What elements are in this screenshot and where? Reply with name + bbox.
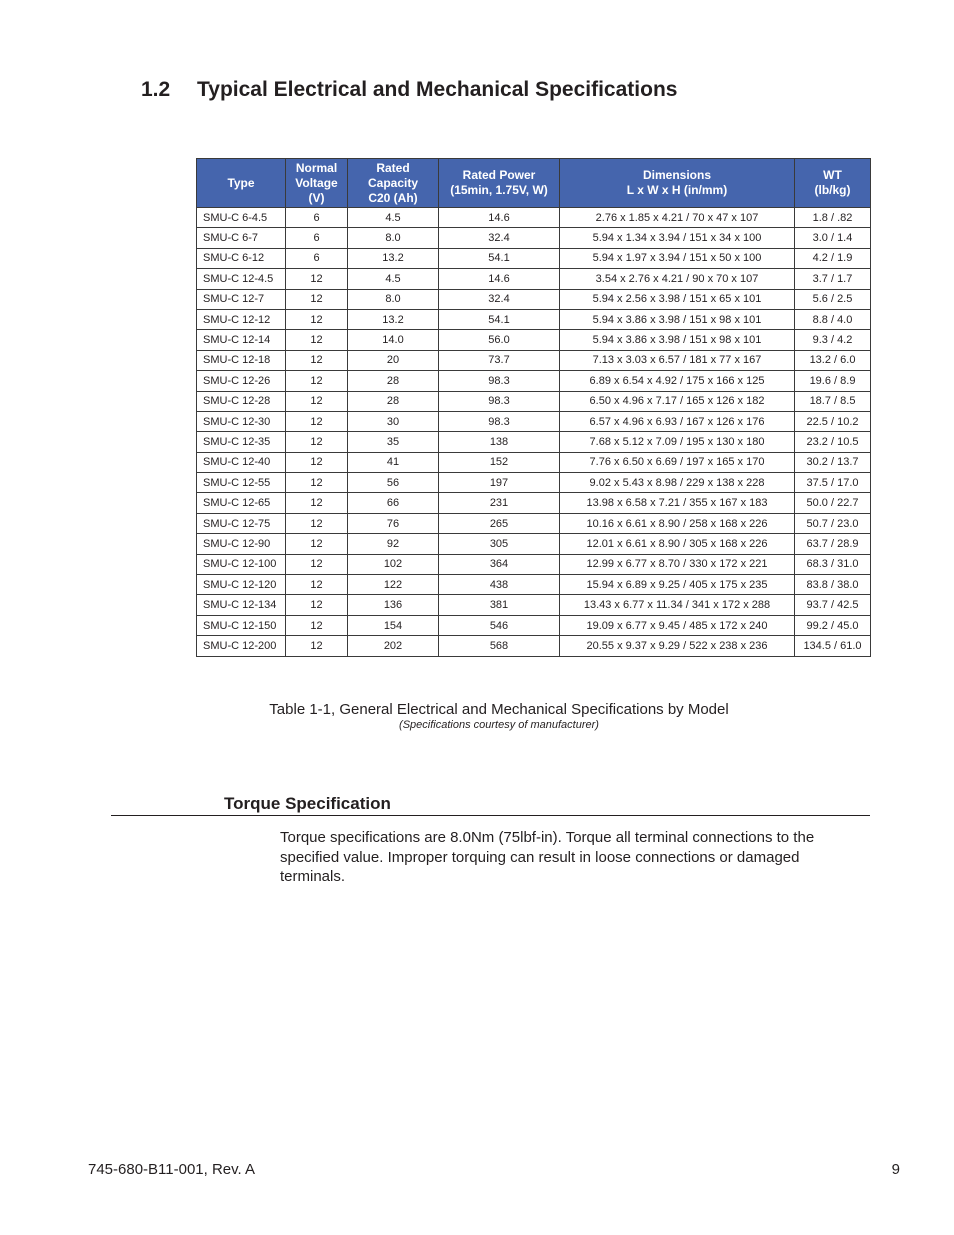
dimensions-cell: 5.94 x 3.86 x 3.98 / 151 x 98 x 101 bbox=[560, 309, 795, 329]
weight-cell: 13.2 / 6.0 bbox=[795, 350, 871, 370]
table-row bbox=[197, 554, 871, 574]
weight-cell: 18.7 / 8.5 bbox=[795, 391, 871, 411]
table-row bbox=[197, 330, 871, 350]
voltage-cell: 12 bbox=[286, 493, 348, 513]
table-row bbox=[197, 595, 871, 615]
dimensions-cell: 13.98 x 6.58 x 7.21 / 355 x 167 x 183 bbox=[560, 493, 795, 513]
voltage-cell: 12 bbox=[286, 636, 348, 656]
section-title: Typical Electrical and Mechanical Specifications bbox=[197, 78, 678, 101]
power-cell: 32.4 bbox=[439, 228, 560, 248]
table-body bbox=[197, 208, 871, 657]
power-cell: 14.6 bbox=[439, 269, 560, 289]
voltage-cell: 12 bbox=[286, 411, 348, 431]
type-cell: SMU-C 12-134 bbox=[197, 595, 286, 615]
type-cell: SMU-C 12-90 bbox=[197, 534, 286, 554]
voltage-cell: 12 bbox=[286, 350, 348, 370]
table-row bbox=[197, 534, 871, 554]
capacity-cell: 28 bbox=[348, 391, 439, 411]
table-header-row bbox=[197, 159, 871, 208]
weight-cell: 22.5 / 10.2 bbox=[795, 411, 871, 431]
type-cell: SMU-C 12-65 bbox=[197, 493, 286, 513]
type-cell: SMU-C 12-75 bbox=[197, 513, 286, 533]
voltage-cell: 12 bbox=[286, 309, 348, 329]
power-cell: 98.3 bbox=[439, 391, 560, 411]
weight-cell: 19.6 / 8.9 bbox=[795, 371, 871, 391]
voltage-cell: 6 bbox=[286, 228, 348, 248]
weight-cell: 37.5 / 17.0 bbox=[795, 473, 871, 493]
weight-cell: 30.2 / 13.7 bbox=[795, 452, 871, 472]
dimensions-cell: 3.54 x 2.76 x 4.21 / 90 x 70 x 107 bbox=[560, 269, 795, 289]
voltage-cell: 12 bbox=[286, 269, 348, 289]
capacity-cell: 136 bbox=[348, 595, 439, 615]
type-cell: SMU-C 12-120 bbox=[197, 575, 286, 595]
table-row bbox=[197, 615, 871, 635]
voltage-cell: 12 bbox=[286, 452, 348, 472]
column-header-dimensions: Dimensions L x W x H (in/mm) bbox=[560, 159, 795, 208]
weight-cell: 50.0 / 22.7 bbox=[795, 493, 871, 513]
weight-cell: 5.6 / 2.5 bbox=[795, 289, 871, 309]
power-cell: 98.3 bbox=[439, 411, 560, 431]
voltage-cell: 12 bbox=[286, 534, 348, 554]
dimensions-cell: 7.68 x 5.12 x 7.09 / 195 x 130 x 180 bbox=[560, 432, 795, 452]
dimensions-cell: 2.76 x 1.85 x 4.21 / 70 x 47 x 107 bbox=[560, 208, 795, 228]
capacity-cell: 28 bbox=[348, 371, 439, 391]
power-cell: 568 bbox=[439, 636, 560, 656]
type-cell: SMU-C 12-40 bbox=[197, 452, 286, 472]
table-caption: Table 1-1, General Electrical and Mechanical Specifications by Model bbox=[269, 701, 729, 718]
weight-cell: 93.7 / 42.5 bbox=[795, 595, 871, 615]
power-cell: 265 bbox=[439, 513, 560, 533]
capacity-cell: 4.5 bbox=[348, 269, 439, 289]
torque-body-text: Torque specifications are 8.0Nm (75lbf-in). Torque all terminal connections to the specified value. Improper torquing can result in loose connections or damaged terminals. bbox=[280, 829, 815, 885]
weight-cell: 3.7 / 1.7 bbox=[795, 269, 871, 289]
capacity-cell: 20 bbox=[348, 350, 439, 370]
type-cell: SMU-C 12-18 bbox=[197, 350, 286, 370]
table-row bbox=[197, 473, 871, 493]
weight-cell: 99.2 / 45.0 bbox=[795, 615, 871, 635]
column-header-weight: WT (lb/kg) bbox=[795, 159, 871, 208]
dimensions-cell: 10.16 x 6.61 x 8.90 / 258 x 168 x 226 bbox=[560, 513, 795, 533]
power-cell: 14.6 bbox=[439, 208, 560, 228]
type-cell: SMU-C 12-28 bbox=[197, 391, 286, 411]
voltage-cell: 12 bbox=[286, 554, 348, 574]
table-caption-note: (Specifications courtesy of manufacturer) bbox=[399, 719, 599, 731]
type-cell: SMU-C 12-4.5 bbox=[197, 269, 286, 289]
dimensions-cell: 19.09 x 6.77 x 9.45 / 485 x 172 x 240 bbox=[560, 615, 795, 635]
table-row bbox=[197, 513, 871, 533]
column-header-type: Type bbox=[197, 159, 286, 208]
type-cell: SMU-C 12-26 bbox=[197, 371, 286, 391]
torque-heading: Torque Specification bbox=[224, 794, 391, 813]
dimensions-cell: 12.99 x 6.77 x 8.70 / 330 x 172 x 221 bbox=[560, 554, 795, 574]
dimensions-cell: 6.89 x 6.54 x 4.92 / 175 x 166 x 125 bbox=[560, 371, 795, 391]
dimensions-cell: 5.94 x 3.86 x 3.98 / 151 x 98 x 101 bbox=[560, 330, 795, 350]
dimensions-cell: 5.94 x 1.97 x 3.94 / 151 x 50 x 100 bbox=[560, 248, 795, 268]
column-header-capacity: Rated Capacity C20 (Ah) bbox=[348, 159, 439, 208]
dimensions-cell: 5.94 x 2.56 x 3.98 / 151 x 65 x 101 bbox=[560, 289, 795, 309]
power-cell: 54.1 bbox=[439, 248, 560, 268]
voltage-cell: 12 bbox=[286, 289, 348, 309]
column-header-voltage: Normal Voltage (V) bbox=[286, 159, 348, 208]
capacity-cell: 4.5 bbox=[348, 208, 439, 228]
type-cell: SMU-C 12-55 bbox=[197, 473, 286, 493]
type-cell: SMU-C 12-200 bbox=[197, 636, 286, 656]
table-row bbox=[197, 289, 871, 309]
capacity-cell: 35 bbox=[348, 432, 439, 452]
table-row bbox=[197, 575, 871, 595]
power-cell: 438 bbox=[439, 575, 560, 595]
type-cell: SMU-C 12-30 bbox=[197, 411, 286, 431]
voltage-cell: 6 bbox=[286, 208, 348, 228]
voltage-cell: 12 bbox=[286, 595, 348, 615]
power-cell: 231 bbox=[439, 493, 560, 513]
dimensions-cell: 12.01 x 6.61 x 8.90 / 305 x 168 x 226 bbox=[560, 534, 795, 554]
table-row bbox=[197, 269, 871, 289]
voltage-cell: 12 bbox=[286, 615, 348, 635]
weight-cell: 4.2 / 1.9 bbox=[795, 248, 871, 268]
voltage-cell: 12 bbox=[286, 391, 348, 411]
dimensions-cell: 13.43 x 6.77 x 11.34 / 341 x 172 x 288 bbox=[560, 595, 795, 615]
dimensions-cell: 5.94 x 1.34 x 3.94 / 151 x 34 x 100 bbox=[560, 228, 795, 248]
heading-rule bbox=[111, 815, 870, 816]
section-heading bbox=[141, 78, 677, 102]
dimensions-cell: 15.94 x 6.89 x 9.25 / 405 x 175 x 235 bbox=[560, 575, 795, 595]
voltage-cell: 12 bbox=[286, 513, 348, 533]
capacity-cell: 202 bbox=[348, 636, 439, 656]
dimensions-cell: 9.02 x 5.43 x 8.98 / 229 x 138 x 228 bbox=[560, 473, 795, 493]
capacity-cell: 92 bbox=[348, 534, 439, 554]
capacity-cell: 13.2 bbox=[348, 248, 439, 268]
table-row bbox=[197, 432, 871, 452]
type-cell: SMU-C 12-35 bbox=[197, 432, 286, 452]
table-row bbox=[197, 371, 871, 391]
capacity-cell: 13.2 bbox=[348, 309, 439, 329]
capacity-cell: 8.0 bbox=[348, 228, 439, 248]
table-row bbox=[197, 248, 871, 268]
capacity-cell: 66 bbox=[348, 493, 439, 513]
weight-cell: 8.8 / 4.0 bbox=[795, 309, 871, 329]
table-row bbox=[197, 452, 871, 472]
capacity-cell: 30 bbox=[348, 411, 439, 431]
table-row bbox=[197, 636, 871, 656]
type-cell: SMU-C 6-12 bbox=[197, 248, 286, 268]
specifications-table bbox=[196, 158, 871, 657]
power-cell: 546 bbox=[439, 615, 560, 635]
type-cell: SMU-C 12-100 bbox=[197, 554, 286, 574]
weight-cell: 68.3 / 31.0 bbox=[795, 554, 871, 574]
type-cell: SMU-C 6-4.5 bbox=[197, 208, 286, 228]
power-cell: 73.7 bbox=[439, 350, 560, 370]
capacity-cell: 76 bbox=[348, 513, 439, 533]
capacity-cell: 154 bbox=[348, 615, 439, 635]
power-cell: 56.0 bbox=[439, 330, 560, 350]
voltage-cell: 6 bbox=[286, 248, 348, 268]
table-row bbox=[197, 391, 871, 411]
type-cell: SMU-C 12-14 bbox=[197, 330, 286, 350]
voltage-cell: 12 bbox=[286, 473, 348, 493]
power-cell: 54.1 bbox=[439, 309, 560, 329]
power-cell: 152 bbox=[439, 452, 560, 472]
weight-cell: 63.7 / 28.9 bbox=[795, 534, 871, 554]
power-cell: 138 bbox=[439, 432, 560, 452]
table-row bbox=[197, 208, 871, 228]
voltage-cell: 12 bbox=[286, 330, 348, 350]
weight-cell: 9.3 / 4.2 bbox=[795, 330, 871, 350]
capacity-cell: 14.0 bbox=[348, 330, 439, 350]
weight-cell: 134.5 / 61.0 bbox=[795, 636, 871, 656]
weight-cell: 1.8 / .82 bbox=[795, 208, 871, 228]
table-row bbox=[197, 309, 871, 329]
weight-cell: 83.8 / 38.0 bbox=[795, 575, 871, 595]
weight-cell: 23.2 / 10.5 bbox=[795, 432, 871, 452]
power-cell: 381 bbox=[439, 595, 560, 615]
type-cell: SMU-C 12-150 bbox=[197, 615, 286, 635]
voltage-cell: 12 bbox=[286, 371, 348, 391]
voltage-cell: 12 bbox=[286, 432, 348, 452]
weight-cell: 50.7 / 23.0 bbox=[795, 513, 871, 533]
power-cell: 32.4 bbox=[439, 289, 560, 309]
capacity-cell: 41 bbox=[348, 452, 439, 472]
power-cell: 197 bbox=[439, 473, 560, 493]
table-row bbox=[197, 350, 871, 370]
type-cell: SMU-C 6-7 bbox=[197, 228, 286, 248]
section-number: 1.2 bbox=[141, 78, 171, 101]
power-cell: 98.3 bbox=[439, 371, 560, 391]
capacity-cell: 102 bbox=[348, 554, 439, 574]
table-row bbox=[197, 493, 871, 513]
capacity-cell: 56 bbox=[348, 473, 439, 493]
capacity-cell: 8.0 bbox=[348, 289, 439, 309]
table-row bbox=[197, 228, 871, 248]
table-row bbox=[197, 411, 871, 431]
voltage-cell: 12 bbox=[286, 575, 348, 595]
type-cell: SMU-C 12-12 bbox=[197, 309, 286, 329]
footer-page-number: 9 bbox=[891, 1161, 900, 1178]
power-cell: 364 bbox=[439, 554, 560, 574]
dimensions-cell: 7.76 x 6.50 x 6.69 / 197 x 165 x 170 bbox=[560, 452, 795, 472]
capacity-cell: 122 bbox=[348, 575, 439, 595]
dimensions-cell: 6.57 x 4.96 x 6.93 / 167 x 126 x 176 bbox=[560, 411, 795, 431]
power-cell: 305 bbox=[439, 534, 560, 554]
column-header-power: Rated Power (15min, 1.75V, W) bbox=[439, 159, 560, 208]
dimensions-cell: 20.55 x 9.37 x 9.29 / 522 x 238 x 236 bbox=[560, 636, 795, 656]
dimensions-cell: 7.13 x 3.03 x 6.57 / 181 x 77 x 167 bbox=[560, 350, 795, 370]
type-cell: SMU-C 12-7 bbox=[197, 289, 286, 309]
weight-cell: 3.0 / 1.4 bbox=[795, 228, 871, 248]
footer-doc-number: 745-680-B11-001, Rev. A bbox=[88, 1161, 256, 1178]
dimensions-cell: 6.50 x 4.96 x 7.17 / 165 x 126 x 182 bbox=[560, 391, 795, 411]
